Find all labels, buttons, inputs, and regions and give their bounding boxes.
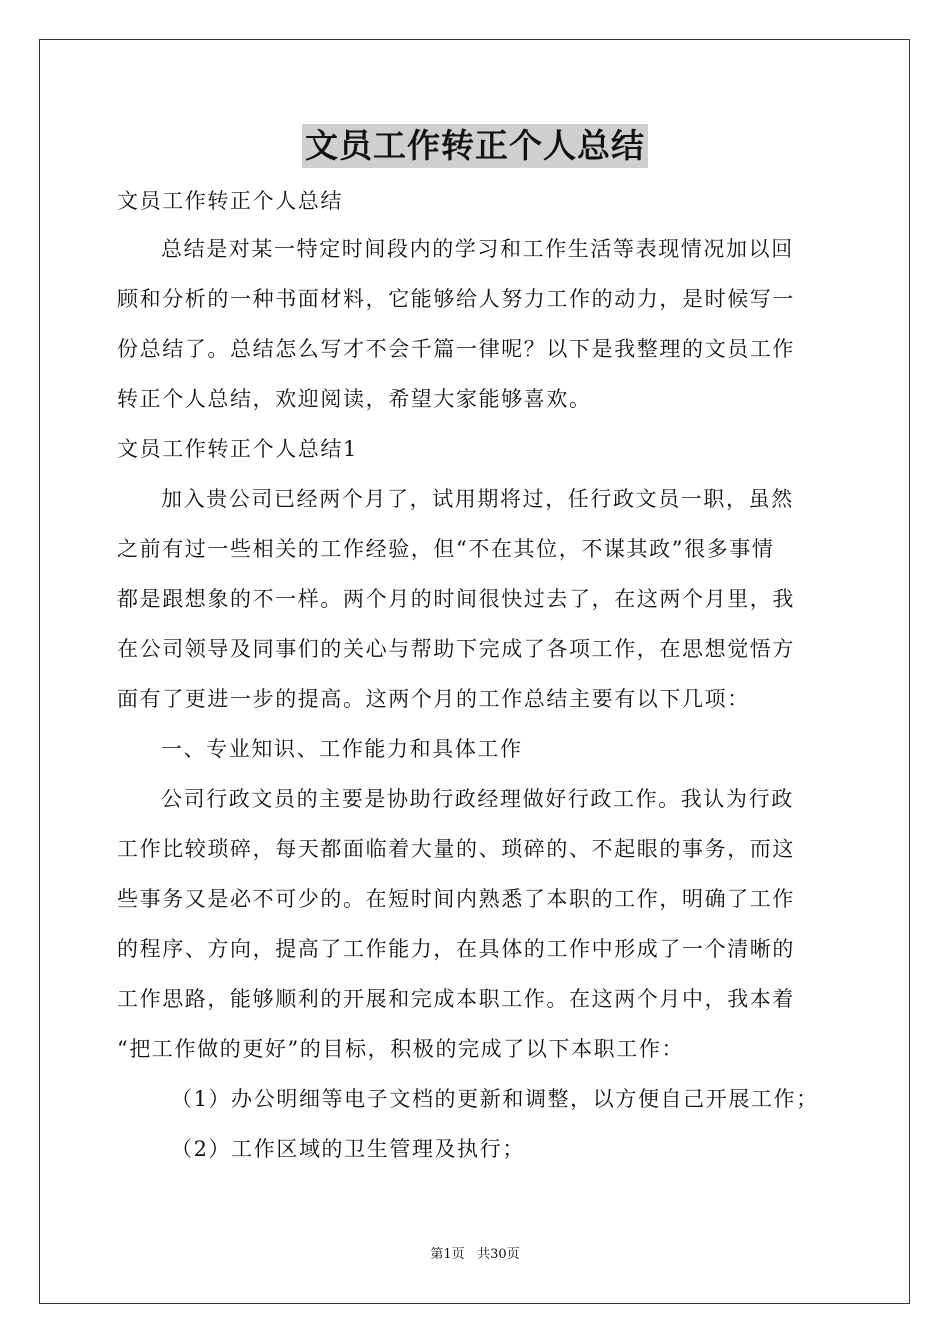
text-line: 工作思路，能够顺利的开展和完成本职工作。在这两个月中，我本着: [117, 987, 795, 1011]
text-line: 都是跟想象的不一样。两个月的时间很快过去了，在这两个月里，我: [117, 587, 795, 611]
text-line: 在公司领导及同事们的关心与帮助下完成了各项工作，在思想觉悟方: [117, 637, 795, 661]
text-line: 总结是对某一特定时间段内的学习和工作生活等表现情况加以回: [161, 237, 794, 261]
text-line: 文员工作转正个人总结1: [117, 437, 358, 461]
text-line: （2）工作区域的卫生管理及执行；: [171, 1137, 525, 1161]
text-line: 顾和分析的一种书面材料，它能够给人努力工作的动力，是时候写一: [117, 287, 795, 311]
text-line: 的程序、方向，提高了工作能力，在具体的工作中形成了一个清晰的: [117, 937, 795, 961]
text-line: 加入贵公司已经两个月了，试用期将过，任行政文员一职，虽然: [161, 487, 794, 511]
text-line: 转正个人总结，欢迎阅读，希望大家能够喜欢。: [117, 387, 592, 411]
text-line: 工作比较琐碎，每天都面临着大量的、琐碎的、不起眼的事务，而这: [117, 837, 795, 861]
text-line: （1）办公明细等电子文档的更新和调整，以方便自己开展工作；: [171, 1087, 819, 1111]
page-total: 共30页: [477, 1247, 520, 1262]
text-line: 一、专业知识、工作能力和具体工作: [161, 737, 523, 761]
text-line: 文员工作转正个人总结: [117, 189, 343, 213]
text-line: “把工作做的更好”的目标，积极的完成了以下本职工作：: [117, 1037, 685, 1061]
title-wrap: [0, 124, 950, 168]
page-footer: [0, 1246, 950, 1264]
text-line: 面有了更进一步的提高。这两个月的工作总结主要有以下几项：: [117, 687, 750, 711]
page-number: 第1页: [430, 1247, 465, 1262]
text-line: 些事务又是必不可少的。在短时间内熟悉了本职的工作，明确了工作: [117, 887, 795, 911]
text-line: 公司行政文员的主要是协助行政经理做好行政工作。我认为行政: [161, 787, 794, 811]
text-line: 之前有过一些相关的工作经验，但“不在其位，不谋其政”很多事情: [117, 537, 775, 561]
page-border: [39, 39, 910, 1304]
document-title: 文员工作转正个人总结: [302, 124, 648, 168]
text-line: 份总结了。总结怎么写才不会千篇一律呢？以下是我整理的文员工作: [117, 337, 795, 361]
